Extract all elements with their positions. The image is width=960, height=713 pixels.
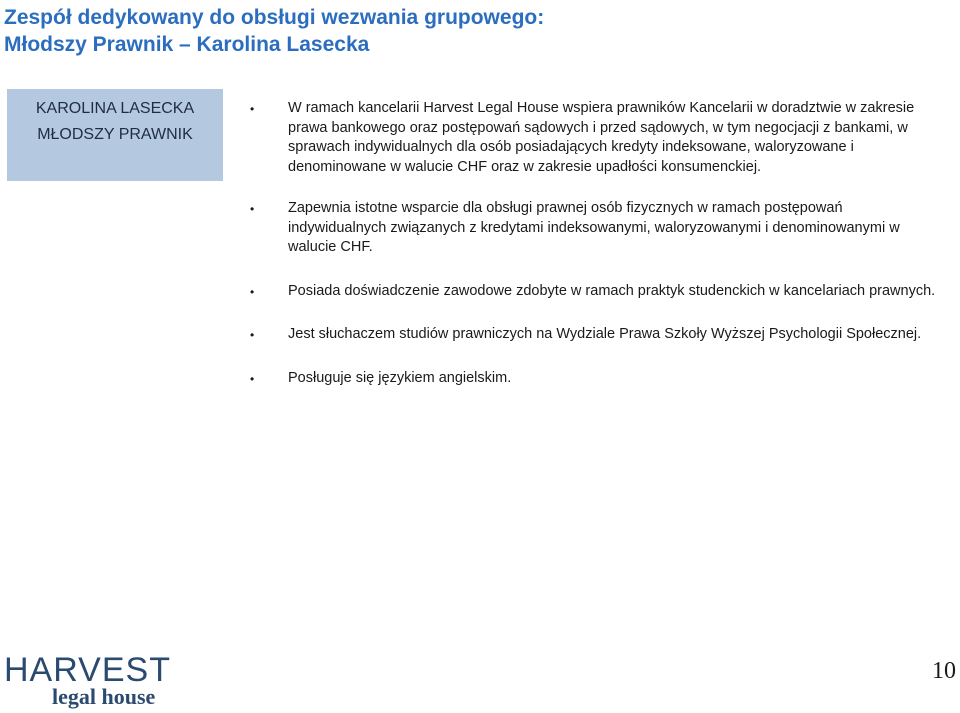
bio-bullet-item <box>250 325 940 345</box>
bullet-icon: • <box>250 328 255 342</box>
bio-bullet-list <box>250 99 940 388</box>
bio-bullet-text: Posługuje się językiem angielskim. <box>288 369 512 386</box>
bio-bullet-item <box>250 282 940 302</box>
profile-name: KAROLINA LASECKA <box>35 100 195 117</box>
profile-name-box <box>7 89 223 181</box>
bio-bullet-text: W ramach kancelarii Harvest Legal House wspiera prawników Kancelarii w doradztwie w zakresie prawa bankowego oraz postępowań sądowych i przed sądowych, w tym negocjacji z bankami, w sprawach indywidualnych dla osób posiadających kredyty indeksowane, waloryzowane i denominowane w walucie CHF oraz w zakresie upadłości konsumenckiej. <box>288 100 915 175</box>
slide-title-line-1: Zespół dedykowany do obsługi wezwania grupowego: <box>4 6 545 29</box>
bullet-icon: • <box>250 371 255 386</box>
bio-bullet-item <box>250 199 940 258</box>
page-number: 10 <box>932 658 956 684</box>
logo-wordmark-harvest: HARVEST <box>4 651 171 689</box>
bio-bullet-text: Posiada doświadczenie zawodowe zdobyte w ramach praktyk studenckich w kancelariach prawnych. <box>288 282 936 299</box>
bullet-icon: • <box>250 102 255 116</box>
bio-bullet-text: Jest słuchaczem studiów prawniczych na Wydziale Prawa Szkoły Wyższej Psychologii Społecznej. <box>288 326 922 342</box>
bio-bullet-item <box>250 99 940 177</box>
bio-bullet-item <box>250 369 940 389</box>
profile-role: MŁODSZY PRAWNIK <box>37 126 193 143</box>
bullet-icon: • <box>250 202 255 216</box>
bullet-icon: • <box>250 284 255 299</box>
slide-title <box>4 4 544 58</box>
bio-bullet-text: Zapewnia istotne wsparcie dla obsługi prawnej osób fizycznych w ramach postępowań indywidualnych związanych z kredytami indeksowanymi, waloryzowanymi i denominowanymi w walucie CHF. <box>288 200 900 255</box>
harvest-legal-house-logo <box>4 652 174 710</box>
slide-title-line-2: Młodszy Prawnik – Karolina Lasecka <box>4 33 370 56</box>
logo-wordmark-legal-house: legal house <box>52 684 156 709</box>
